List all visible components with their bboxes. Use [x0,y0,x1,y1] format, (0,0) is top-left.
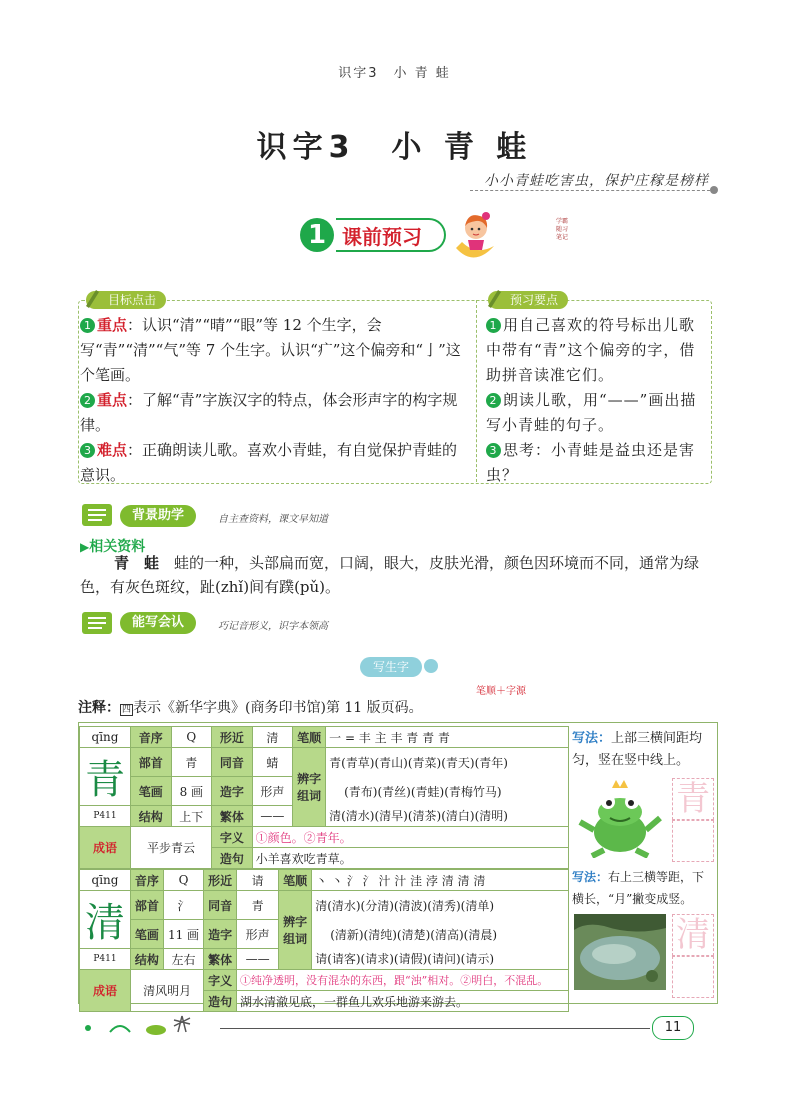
goals-list [80,313,472,488]
page-title: 识字3 小 青 蛙 [256,130,533,165]
tracing-character: 青 [672,778,714,820]
writing-tip [572,866,716,910]
goal-key: 重点 [97,316,128,334]
legend-label: 笔顺＋字源 [476,686,526,697]
preview-item [486,313,708,388]
value: 青 [171,748,212,777]
label: 同音 [204,891,237,920]
goal-text: ：认识“清”“晴”“眼”等 12 个生字，会写“青”“清”“气”等 7 个生字。认识“疒”这个偏旁和“亅”这个笔画。 [80,316,461,384]
book-icon [80,608,120,638]
preview-item [486,438,708,488]
play-icon: ▶ [80,540,90,554]
related-text: 蛙的一种，头部扁而宽，口阔，眼大，皮肤光滑，颜色因环境而不同，通常为绿色，有灰色斑纹，趾(zhǐ)间有蹼(pǔ)。 [80,554,700,596]
word-line: 青(青草)(青山)(青菜)(青天)(青年) [326,748,569,777]
word-line: (青布)(青丝)(青蛙)(青梅竹马) [326,777,569,806]
label: 笔画 [131,920,164,949]
pinyin: qīng [80,727,131,748]
value: 青 [237,891,279,920]
clear-pond-image [574,914,666,990]
dictionary-page: P411 [80,949,131,970]
pen-icon [484,286,504,308]
tracing-character: 清 [672,914,714,956]
related-heading-text: 相关资料 [89,539,146,555]
write-chars-tag: 写生字 [360,657,422,677]
value: 左右 [163,949,203,970]
big-character: 青 [80,748,131,806]
bulb-icon [424,659,438,673]
label: 造句 [204,991,237,1012]
goal-text: ：了解“青”字族汉字的特点，体会形声字的构字规律。 [80,391,458,434]
writing-tip-label: 写法： [572,731,612,746]
example-sentence: 湖水清澈见底，一群鱼儿欢乐地游来游去。 [237,991,569,1012]
section-number-badge: 1 [300,218,334,252]
value: 上下 [171,806,212,827]
label: 结构 [131,806,172,827]
preview-number: 1 [486,318,501,333]
frog-with-crown-image [574,778,666,858]
readwrite-tag: 能写会认 [120,612,196,634]
subtitle-dot [710,186,718,194]
label: 成语 [80,970,131,1012]
label: 字义 [204,970,237,991]
preview-text: 用自己喜欢的符号标出儿歌中带有“青”这个偏旁的字，借助拼音读准它们。 [486,316,696,384]
girl-on-moon-icon [448,208,500,260]
preview-number: 3 [486,443,501,458]
label: 形近 [212,727,253,748]
meaning: ①颜色。②青年。 [252,827,568,848]
writing-tip-text: 右上三横等距，下横长，“月”撇变成竖。 [572,870,705,906]
label: 部首 [131,748,172,777]
label: 辨字组词 [279,891,312,970]
value: 11 画 [163,920,203,949]
goal-key: 难点 [97,441,128,459]
label: 同音 [212,748,253,777]
pen-icon [82,286,102,308]
background-note: 自主查资料，课文早知道 [218,514,328,525]
value: 形声 [237,920,279,949]
label: 笔顺 [279,870,312,891]
dictionary-page: P411 [80,806,131,827]
goal-key: 重点 [97,391,128,409]
footer-decoration-icon [80,1010,200,1036]
pinyin: qīng [80,870,131,891]
running-header: 识字3 小 青 蛙 [338,66,451,81]
meaning: ①纯净透明，没有混杂的东西，跟“浊”相对。②明白，不混乱。 [237,970,569,991]
label: 音序 [131,727,172,748]
label: 笔画 [131,777,172,806]
stroke-order: 丶 丶 氵 氵 汁 汁 洼 浡 清 清 清 [312,870,569,891]
value: 请 [237,870,279,891]
goals-divider [476,300,477,482]
preview-item [486,388,708,438]
word-line: 清(清水)(分清)(清波)(清秀)(清单) [312,891,569,920]
readwrite-note: 巧记音形义，识字本领高 [218,621,328,632]
label: 形近 [204,870,237,891]
label: 部首 [131,891,164,920]
label: 造字 [204,920,237,949]
label: 造字 [212,777,253,806]
writing-tip-label: 写法： [572,870,609,884]
side-note: 学霸随习笔记 [556,218,569,241]
idiom: 平步青云 [131,827,212,869]
dictionary-icon: 四 [122,705,132,715]
goal-number: 1 [80,318,95,333]
section-label: 课前预习 [336,218,446,252]
footer-line [220,1028,650,1029]
background-tag: 背景助学 [120,505,196,527]
label: 繁体 [212,806,253,827]
preview-text: 朗读儿歌，用“——”画出描写小青蛙的句子。 [486,391,697,434]
goal-text: ：正确朗读儿歌。喜欢小青蛙，有自觉保护青蛙的意识。 [80,441,458,484]
goal-item [80,438,472,488]
goal-item [80,388,472,438]
goal-number: 2 [80,393,95,408]
value: Q [163,870,203,891]
related-paragraph [80,551,716,599]
subtitle-divider [470,190,710,191]
related-term: 青 蛙 [114,554,160,572]
value: —— [252,806,293,827]
word-line: 清(清水)(清早)(清茶)(清白)(清明) [326,806,569,827]
label: 结构 [131,949,164,970]
big-character: 清 [80,891,131,949]
label: 字义 [212,827,253,848]
word-line: 请(请客)(请求)(请假)(请问)(请示) [312,949,569,970]
value: Q [171,727,212,748]
writing-tip [572,728,716,772]
char-table-qing-1 [79,726,569,869]
preview-list [486,313,708,488]
goal-item [80,313,472,388]
annotation [78,697,423,717]
label: 成语 [80,827,131,869]
idiom: 清风明月 [131,970,204,1012]
char-table-qing-2 [79,869,569,1012]
subtitle: 小小青蛙吃害虫，保护庄稼是榜样 [484,173,709,189]
preview-tag: 预习要点 [488,291,568,309]
goals-tag: 目标点击 [86,291,166,309]
annotation-text: 表示《新华字典》(商务印书馆)第 11 版页码。 [133,700,423,716]
word-line: (清新)(清纯)(清楚)(清高)(清晨) [312,920,569,949]
practice-grid [672,820,714,862]
preview-number: 2 [486,393,501,408]
value: 清 [252,727,293,748]
value: 蜻 [252,748,293,777]
stroke-order: 一 = 丰 主 丰 青 青 青 [326,727,569,748]
value: 形声 [252,777,293,806]
writing-tip-text: 上部三横间距均匀，竖在竖中线上。 [572,731,703,768]
value: —— [237,949,279,970]
label: 辨字组词 [293,748,326,827]
value: 氵 [163,891,203,920]
practice-grid [672,956,714,998]
label: 笔顺 [293,727,326,748]
value: 8 画 [171,777,212,806]
page-number: 11 [652,1016,694,1040]
label: 造句 [212,848,253,869]
book-icon [80,500,120,530]
label: 繁体 [204,949,237,970]
preview-text: 思考：小青蛙是益虫还是害虫？ [486,441,696,484]
label: 音序 [131,870,164,891]
goal-number: 3 [80,443,95,458]
annotation-label: 注释： [78,700,120,716]
example-sentence: 小羊喜欢吃青草。 [252,848,568,869]
